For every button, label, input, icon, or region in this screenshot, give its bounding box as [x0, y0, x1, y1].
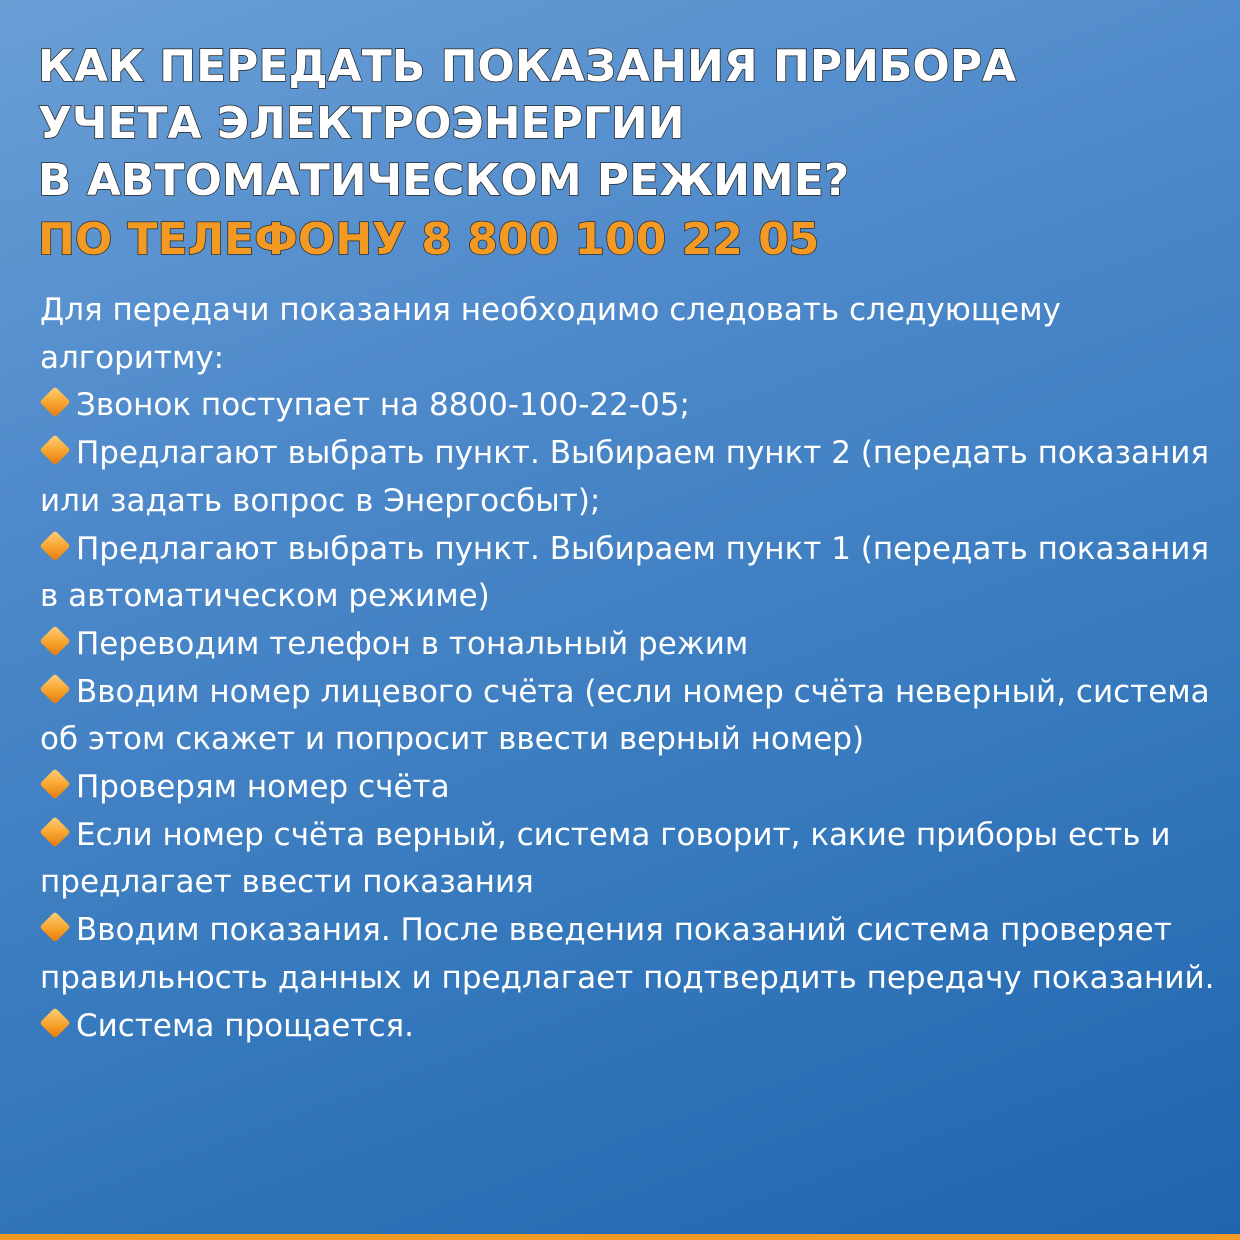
- orange-diamond-icon: [39, 530, 70, 561]
- list-item: [40, 526, 1220, 621]
- orange-diamond-icon: [39, 912, 70, 943]
- intro-text: Для передачи показания необходимо следовать следующему алгоритму:: [40, 292, 1061, 376]
- list-item: [40, 621, 1220, 669]
- bottom-accent-bar: [0, 1234, 1240, 1240]
- list-item: [40, 812, 1220, 907]
- phone-number-heading: ПО ТЕЛЕФОНУ 8 800 100 22 05: [38, 214, 820, 265]
- list-item: [40, 669, 1220, 764]
- step-text: Проверям номер счёта: [76, 769, 450, 806]
- orange-diamond-icon: [39, 625, 70, 656]
- title-line-3: В АВТОМАТИЧЕСКОМ РЕЖИМЕ?: [38, 155, 850, 206]
- step-text: Система прощается.: [76, 1007, 414, 1044]
- title-line-2: УЧЕТА ЭЛЕКТРОЭНЕРГИИ: [38, 98, 685, 149]
- step-text: Переводим телефон в тональный режим: [76, 625, 749, 662]
- step-text: Предлагают выбрать пункт. Выбираем пункт 2 (передать показания или задать вопрос в Энергосбыт);: [40, 435, 1210, 519]
- orange-diamond-icon: [39, 1007, 70, 1038]
- header: [38, 38, 1218, 269]
- title-line-1: КАК ПЕРЕДАТЬ ПОКАЗАНИЯ ПРИБОРА: [38, 41, 1017, 92]
- list-item: [40, 430, 1220, 525]
- list-item: [40, 1003, 1220, 1051]
- orange-diamond-icon: [39, 768, 70, 799]
- step-text: Вводим показания. После введения показаний система проверяет правильность данных и предлагает подтвердить передачу показаний.: [40, 912, 1215, 996]
- list-item: [40, 764, 1220, 812]
- step-text: Звонок поступает на 8800-100-22-05;: [76, 387, 690, 424]
- orange-diamond-icon: [39, 816, 70, 847]
- step-text: Предлагают выбрать пункт. Выбираем пункт 1 (передать показания в автоматическом режиме): [40, 530, 1210, 615]
- orange-diamond-icon: [39, 435, 70, 466]
- step-text: Если номер счёта верный, система говорит, какие приборы есть и предлагает ввести показания: [40, 816, 1171, 901]
- steps-list: [40, 382, 1220, 1050]
- list-item: [40, 382, 1220, 430]
- instructions: [40, 287, 1220, 1050]
- step-text: Вводим номер лицевого счёта (если номер счёта неверный, система об этом скажет и попросит ввести верный номер): [40, 673, 1210, 758]
- orange-diamond-icon: [39, 387, 70, 418]
- list-item: [40, 907, 1220, 1002]
- orange-diamond-icon: [39, 673, 70, 704]
